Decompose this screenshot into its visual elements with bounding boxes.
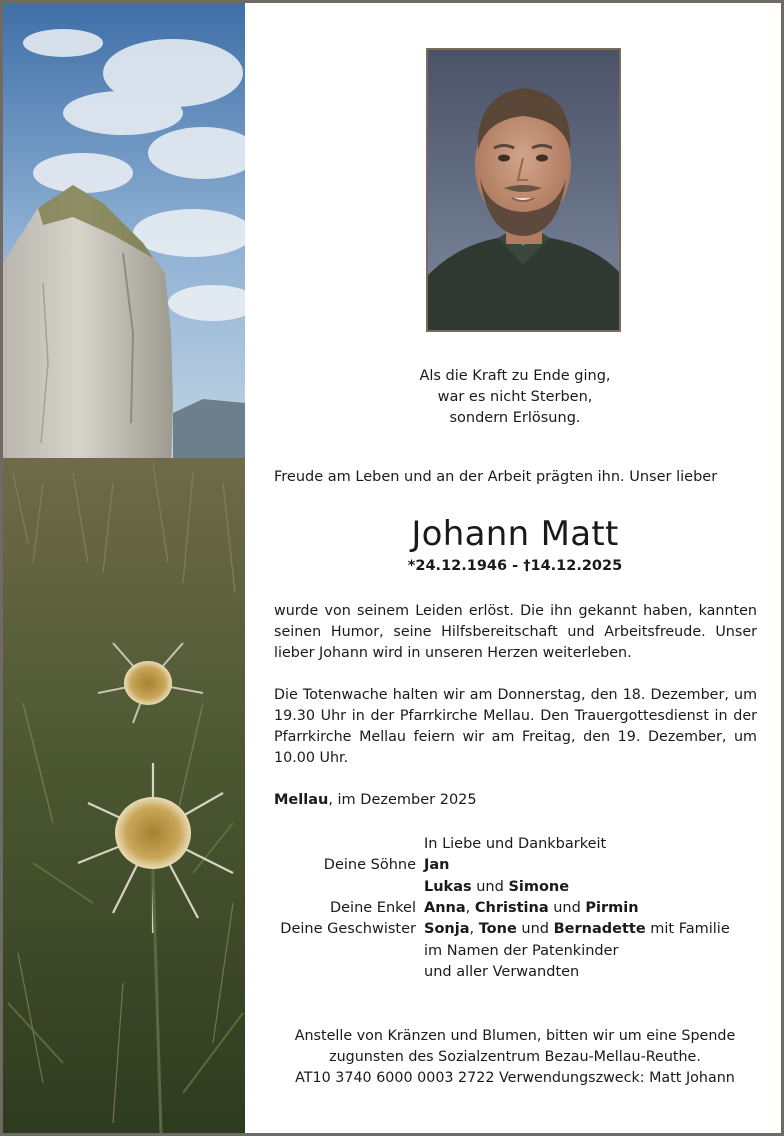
grandchildren-names: [424, 898, 639, 919]
conjunction: und: [471, 879, 509, 895]
sons-line-1: [424, 855, 450, 876]
separator: ,: [469, 921, 479, 937]
sibling-name: Bernadette: [553, 921, 646, 937]
son-name: Lukas: [424, 879, 472, 895]
sons-label: Deine Söhne: [323, 857, 416, 873]
relatives-line: und aller Verwandten: [424, 964, 580, 980]
place-date-text: , im Dezember 2025: [328, 792, 477, 808]
grandchild-name: Anna: [424, 900, 466, 916]
conjunction: und: [548, 900, 586, 916]
deceased-dates: *24.12.1946 - †14.12.2025: [407, 558, 623, 574]
conjunction: und: [516, 921, 554, 937]
separator: ,: [465, 900, 475, 916]
sons-line-2: [424, 877, 569, 898]
grandchild-name: Christina: [474, 900, 549, 916]
son-partner-name: Simone: [508, 879, 570, 895]
donation-line: zugunsten des Sozialzentrum Bezau-Mellau-Reuthe.: [329, 1049, 701, 1065]
closing-line: In Liebe und Dankbarkeit: [424, 836, 607, 852]
paragraph-services: Die Totenwache halten wir am Donnerstag, den 18. Dezember, um 19.30 Uhr in der Pfarrkirche Mellau. Den Trauergottesdienst in der Pfarrkirche Mellau feiern wir am Freitag, den 19. Dezember, um 10.00 Uhr.: [274, 687, 757, 766]
son-name: Jan: [424, 857, 450, 873]
donation-note: [260, 1026, 770, 1089]
poem: [360, 366, 670, 429]
sibling-name: Tone: [478, 921, 517, 937]
place-town: Mellau: [274, 792, 329, 808]
intro-text: Freude am Leben und an der Arbeit prägten ihn. Unser lieber: [274, 469, 718, 485]
siblings-label: Deine Geschwister: [280, 921, 416, 937]
grandchildren-label: Deine Enkel: [329, 900, 416, 916]
sibling-name: Sonja: [424, 921, 470, 937]
siblings-suffix: mit Familie: [645, 921, 730, 937]
paragraph-life: wurde von seinem Leiden erlöst. Die ihn gekannt haben, kannten seinen Humor, seine Hilfsbereitschaft und Arbeitsfreude. Unser lieber Johann wird in unseren Herzen weiterleben.: [274, 603, 757, 661]
donation-line: Anstelle von Kränzen und Blumen, bitten wir um eine Spende: [294, 1028, 736, 1044]
poem-line: Als die Kraft zu Ende ging,: [419, 368, 611, 384]
donation-iban: AT10 3740 6000 0003 2722 Verwendungszweck: Matt Johann: [295, 1070, 735, 1086]
poem-line: war es nicht Sterben,: [437, 389, 593, 405]
portrait-photo: [426, 48, 621, 332]
siblings-names: [424, 919, 730, 940]
godchildren-line: im Namen der Patenkinder: [424, 943, 619, 959]
place-date: [274, 792, 477, 808]
poem-line: sondern Erlösung.: [449, 410, 581, 426]
grandchild-name: Pirmin: [585, 900, 639, 916]
deceased-name: Johann Matt: [411, 514, 619, 554]
